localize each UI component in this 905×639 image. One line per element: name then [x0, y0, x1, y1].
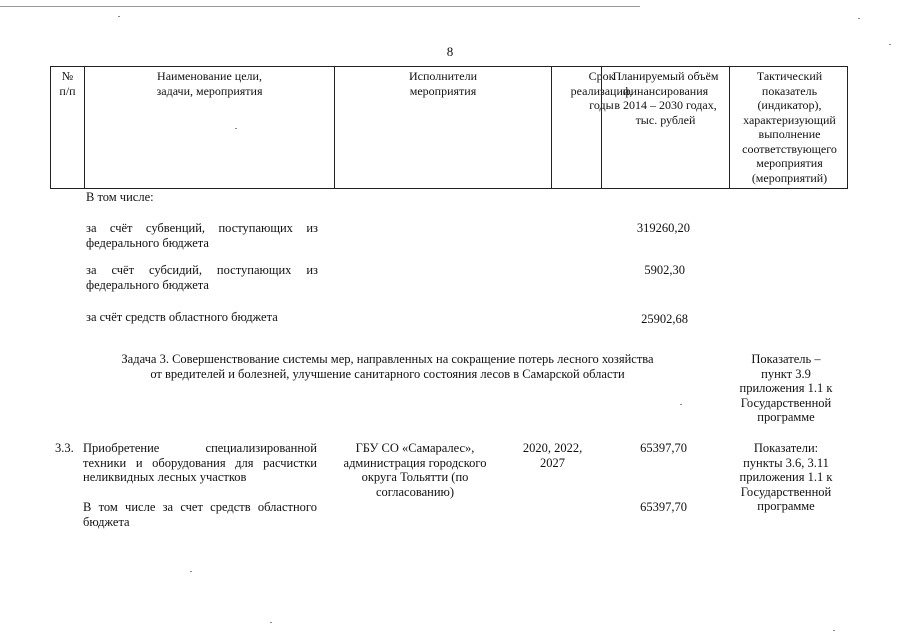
- including-label: В том числе:: [86, 190, 154, 204]
- measure-sub-amount: 65397,70: [640, 500, 687, 514]
- header-col-number: № п/п: [59, 69, 76, 98]
- scan-speck: [680, 404, 682, 405]
- funding-row-amount-2: 5902,30: [644, 263, 685, 277]
- page-number: 8: [446, 44, 454, 59]
- funding-row-label-3: за счёт средств областного бюджета: [86, 310, 278, 324]
- measure-amount: 65397,70: [640, 441, 687, 455]
- measure-indicator: Показатели: пункты 3.6, 3.11 приложения 1.1 к Государственной программе: [739, 441, 833, 513]
- funding-row-label-2: за счёт субсидий, поступающих из федерального бюджета: [86, 263, 318, 292]
- scan-speck: [190, 571, 192, 572]
- header-col-indicator: Тактический показатель (индикатор), характеризующий выполнение соответствующего мероприятия (мероприятий): [729, 67, 849, 188]
- scan-speck: [270, 622, 272, 623]
- funding-row-label-1: за счёт субвенций, поступающих из федерального бюджета: [86, 221, 318, 250]
- scan-speck: [889, 44, 891, 45]
- measure-years: 2020, 2022, 2027: [522, 441, 583, 470]
- funding-row-amount-1: 319260,20: [636, 221, 690, 235]
- measure-name: Приобретение специализированной техники и оборудования для расчистки неликвидных лесных участков: [83, 441, 317, 484]
- header-col-funding: Планируемый объём финансирования в 2014 – 2030 годах, тыс. рублей: [601, 67, 729, 188]
- measure-number: 3.3.: [55, 441, 74, 455]
- scan-top-border: [0, 6, 640, 7]
- funding-row-amount-3: 25902,68: [641, 312, 688, 326]
- header-col-executors: Исполнители мероприятия: [334, 67, 551, 188]
- task-title: Задача 3. Совершенствование системы мер, направленных на сокращение потерь лесного хозяйства от вредителей и болезней, улучшение санитарного состояния лесов в Самарской области: [121, 352, 654, 381]
- scan-speck: [118, 16, 120, 17]
- table-header: [50, 66, 848, 189]
- measure-executors: ГБУ СО «Самаралес», администрация городского округа Тольятти (по согласованию): [343, 441, 487, 499]
- scan-speck: [858, 18, 860, 19]
- header-col-name: Наименование цели, задачи, мероприятия: [84, 67, 334, 188]
- scan-speck: [235, 128, 237, 129]
- header-col-term: Срок реализации, годы: [551, 67, 651, 188]
- measure-sub-label: В том числе за счет средств областного бюджета: [83, 500, 317, 529]
- task-indicator: Показатель – пункт 3.9 приложения 1.1 к Государственной программе: [739, 352, 833, 424]
- scan-speck: [833, 630, 835, 631]
